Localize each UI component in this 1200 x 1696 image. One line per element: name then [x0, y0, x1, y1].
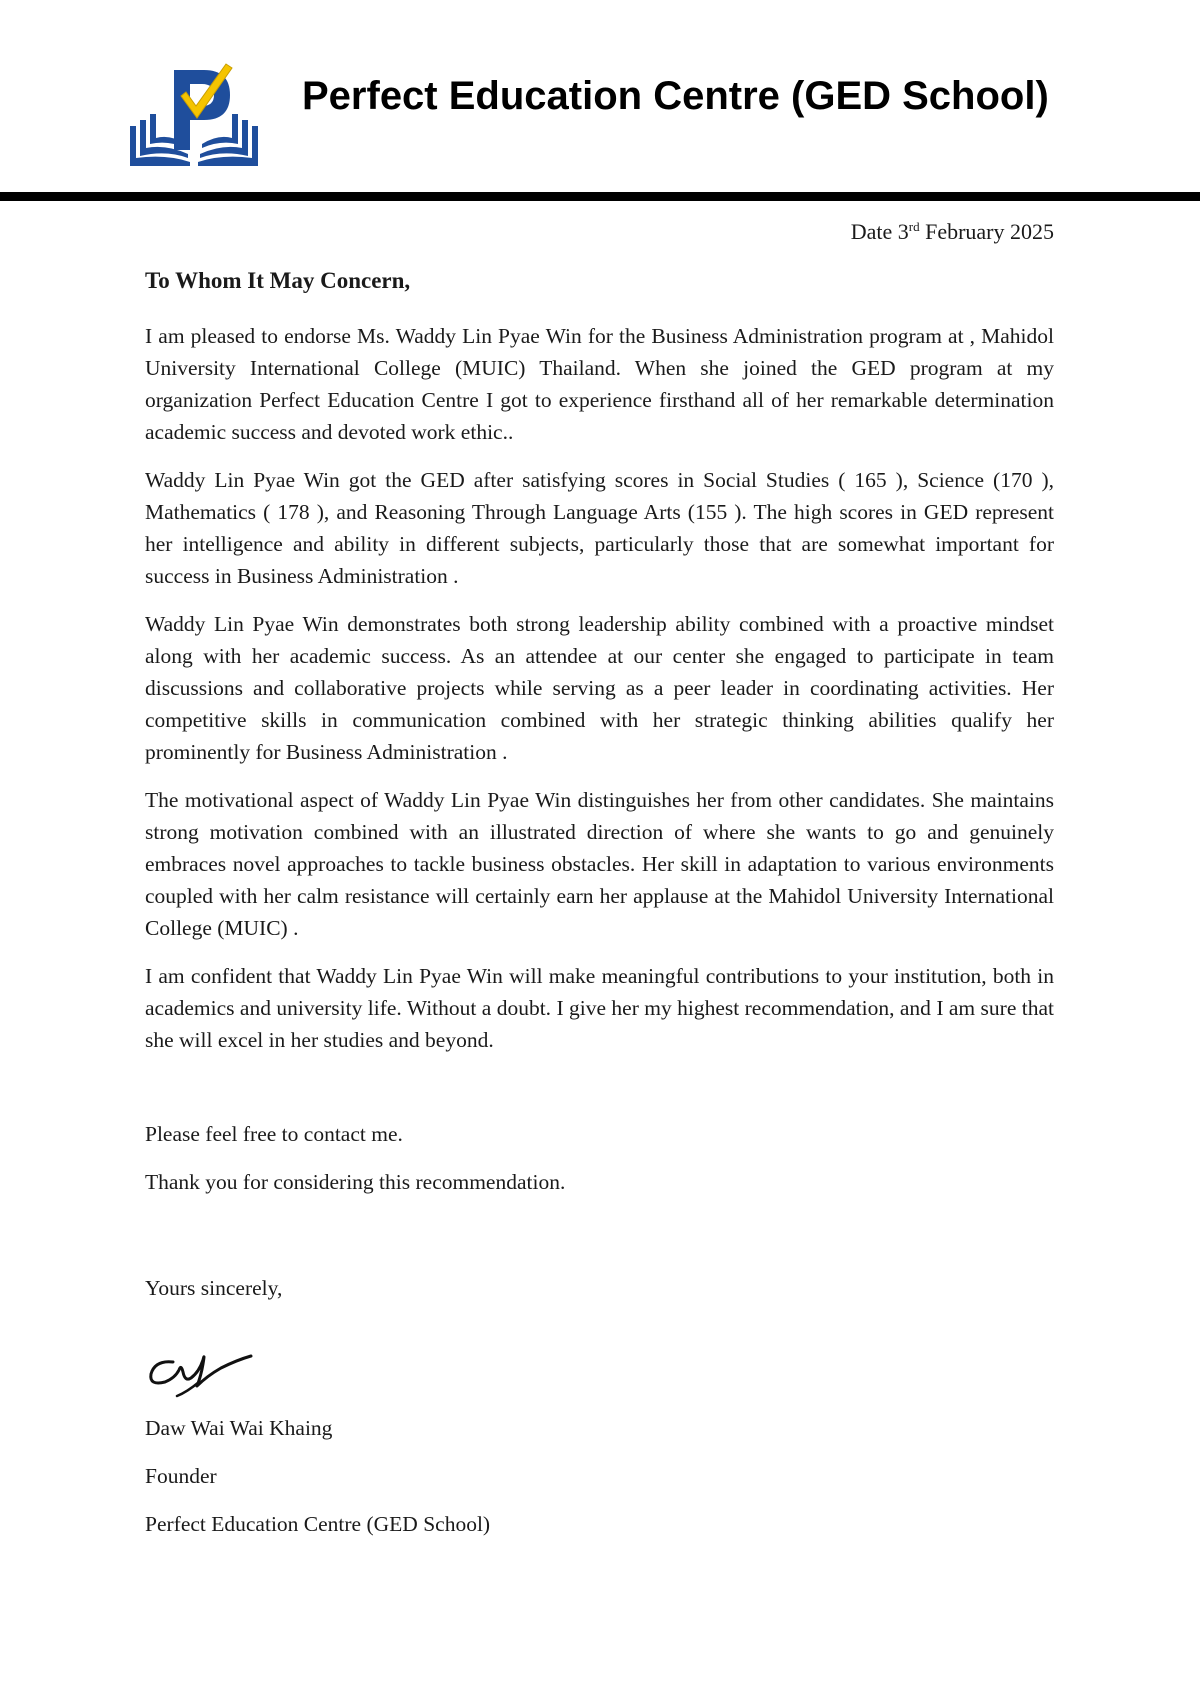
- letterhead: [0, 0, 1200, 200]
- header-divider: [0, 192, 1200, 201]
- ged-book-logo-icon: [126, 62, 262, 170]
- paragraph-motivation: The motivational aspect of Waddy Lin Pyae Win distinguishes her from other candidates. She maintains strong motivation combined with an illustrated direction of where she wants to go and genuinely embraces novel approaches to tackle business obstacles. Her skill in adaptation to various environments coupled with her calm resistance will certainly earn her applause at the Mahidol University International College (MUIC) .: [145, 788, 1054, 940]
- date-ordinal-suffix: rd: [908, 219, 920, 234]
- handwritten-signature-icon: [147, 1342, 259, 1402]
- signer-name: Daw Wai Wai Khaing: [145, 1416, 333, 1440]
- signature-area: [145, 1320, 1054, 1412]
- closing: Yours sincerely,: [145, 1276, 283, 1300]
- spacer: [145, 1214, 1054, 1272]
- organization-name: Perfect Education Centre (GED School): [302, 74, 1049, 118]
- signer-organization: Perfect Education Centre (GED School): [145, 1512, 491, 1536]
- contact-line: Please feel free to contact me.: [145, 1122, 403, 1146]
- signer-title: Founder: [145, 1464, 217, 1488]
- letter-body: [145, 266, 1054, 1556]
- date-rest: February 2025: [919, 219, 1054, 244]
- thanks-line: Thank you for considering this recommendation.: [145, 1170, 566, 1194]
- paragraph-leadership: Waddy Lin Pyae Win demonstrates both strong leadership ability combined with a proactive mindset along with her academic success. As an attendee at our center she engaged to participate in team discussions and collaborative projects while serving as a peer leader in coordinating activities. Her competitive skills in communication combined with her strategic thinking abilities qualify her prominently for Business Administration .: [145, 612, 1054, 764]
- paragraph-recommendation: I am confident that Waddy Lin Pyae Win will make meaningful contributions to your institution, both in academics and university life. Without a doubt. I give her my highest recommendation, and I am sure that she will excel in her studies and beyond.: [145, 964, 1054, 1052]
- salutation: To Whom It May Concern,: [145, 268, 411, 293]
- date-prefix: Date 3: [850, 219, 909, 244]
- spacer: [145, 1072, 1054, 1118]
- letter-date: [851, 218, 1054, 246]
- paragraph-endorsement: I am pleased to endorse Ms. Waddy Lin Pyae Win for the Business Administration program at , Mahidol University International College (MUIC) Thailand. When she joined the GED program at my organization Perfect Education Centre I got to experience firsthand all of her remarkable determination academic success and devoted work ethic..: [145, 324, 1054, 444]
- paragraph-ged-scores: Waddy Lin Pyae Win got the GED after satisfying scores in Social Studies ( 165 ), Science (170 ), Mathematics ( 178 ), and Reasoning Through Language Arts (155 ). The high scores in GED represent her intelligence and ability in different subjects, particularly those that are somewhat important for success in Business Administration .: [145, 468, 1054, 588]
